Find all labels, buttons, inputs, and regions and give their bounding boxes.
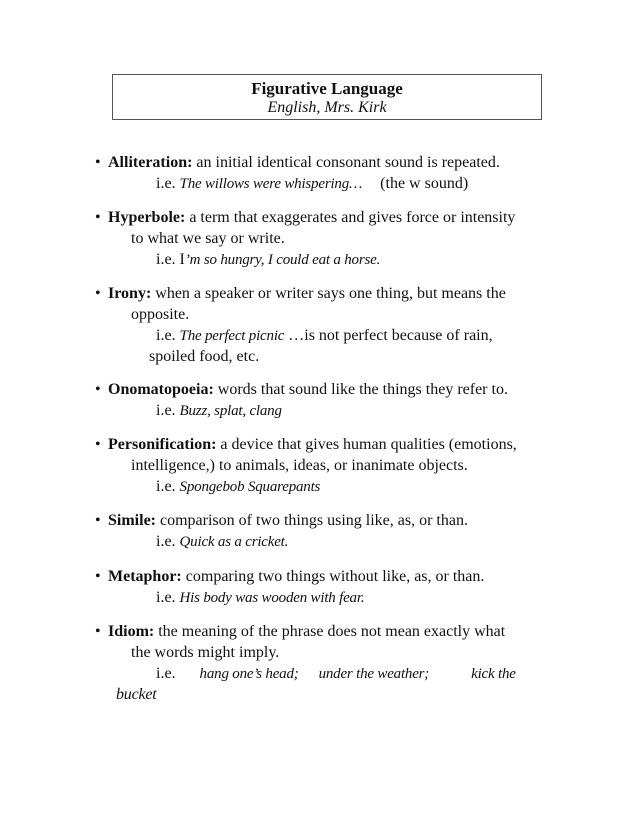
term-definition-continued: the words might imply.	[131, 644, 280, 661]
term-example	[156, 249, 380, 271]
example-prefix: i.e.	[156, 478, 176, 495]
term-example	[156, 400, 282, 422]
term-name: Onomatopoeia:	[108, 381, 214, 398]
term-example	[156, 476, 320, 498]
term-example	[156, 531, 288, 553]
term-definition-continued: to what we say or write.	[131, 230, 285, 247]
term-definition: comparison of two things using like, as, or than.	[160, 512, 468, 529]
term-definition: an initial identical consonant sound is repeated.	[196, 154, 500, 171]
term-name: Irony:	[108, 285, 152, 302]
example-text: Quick as a cricket.	[179, 534, 289, 550]
example-text: Spongebob Squarepants	[179, 479, 321, 495]
term-hyperbole	[95, 207, 558, 228]
example-text: The willows were whispering…	[179, 176, 363, 192]
term-alliteration	[95, 152, 558, 173]
bullet-icon: •	[95, 154, 101, 171]
term-definition-continued: intelligence,) to animals, ideas, or inanimate objects.	[131, 457, 468, 474]
term-definition: comparing two things without like, as, or than.	[185, 568, 485, 585]
bullet-icon: •	[95, 285, 101, 302]
example-text-start: I	[179, 251, 185, 268]
title-box	[112, 74, 542, 120]
term-definition: a term that exaggerates and gives force or intensity	[189, 209, 516, 226]
example-text: The perfect picnic	[179, 328, 285, 344]
example-text-2: under the weather;	[318, 666, 430, 682]
bullet-icon: •	[95, 568, 101, 585]
example-note: (the w sound)	[380, 175, 469, 192]
document-title: Figurative Language	[251, 79, 403, 98]
term-idiom	[95, 621, 558, 642]
term-definition: words that sound like the things they refer to.	[217, 381, 508, 398]
term-definition: the meaning of the phrase does not mean exactly what	[158, 623, 506, 640]
term-name: Alliteration:	[108, 154, 193, 171]
example-prefix: i.e.	[156, 665, 176, 682]
example-text: His body was wooden with fear.	[179, 590, 365, 606]
term-name: Personification:	[108, 436, 217, 453]
example-prefix: i.e.	[156, 327, 176, 344]
example-prefix: i.e.	[156, 589, 176, 606]
example-prefix: i.e.	[156, 175, 176, 192]
bullet-icon: •	[95, 209, 101, 226]
term-example	[156, 173, 468, 195]
example-continued: bucket	[116, 686, 157, 703]
term-onomatopoeia	[95, 379, 558, 400]
term-definition: a device that gives human qualities (emotions,	[220, 436, 517, 453]
bullet-icon: •	[95, 623, 101, 640]
term-example	[156, 663, 516, 685]
example-text: Buzz, splat, clang	[179, 403, 282, 419]
example-text: ’m so hungry, I could eat a horse.	[184, 252, 381, 268]
bullet-icon: •	[95, 436, 101, 453]
example-continued: spoiled food, etc.	[149, 348, 260, 365]
bullet-icon: •	[95, 381, 101, 398]
example-prefix: i.e.	[156, 402, 176, 419]
term-irony	[95, 283, 558, 304]
example-text-3: kick the	[471, 666, 516, 682]
document-subtitle: English, Mrs. Kirk	[267, 99, 387, 116]
example-text-1: hang one’s head;	[199, 666, 299, 682]
term-definition-continued: opposite.	[131, 306, 190, 323]
term-name: Metaphor:	[108, 568, 182, 585]
term-metaphor	[95, 566, 558, 587]
bullet-icon: •	[95, 512, 101, 529]
example-prefix: i.e.	[156, 251, 176, 268]
term-name: Hyperbole:	[108, 209, 186, 226]
term-personification	[95, 434, 558, 455]
example-prefix: i.e.	[156, 533, 176, 550]
term-example	[156, 325, 493, 347]
term-name: Idiom:	[108, 623, 155, 640]
example-note: …is not perfect because of rain,	[288, 327, 493, 344]
term-name: Simile:	[108, 512, 156, 529]
term-definition: when a speaker or writer says one thing, but means the	[155, 285, 506, 302]
term-simile	[95, 510, 558, 531]
term-example	[156, 587, 364, 609]
